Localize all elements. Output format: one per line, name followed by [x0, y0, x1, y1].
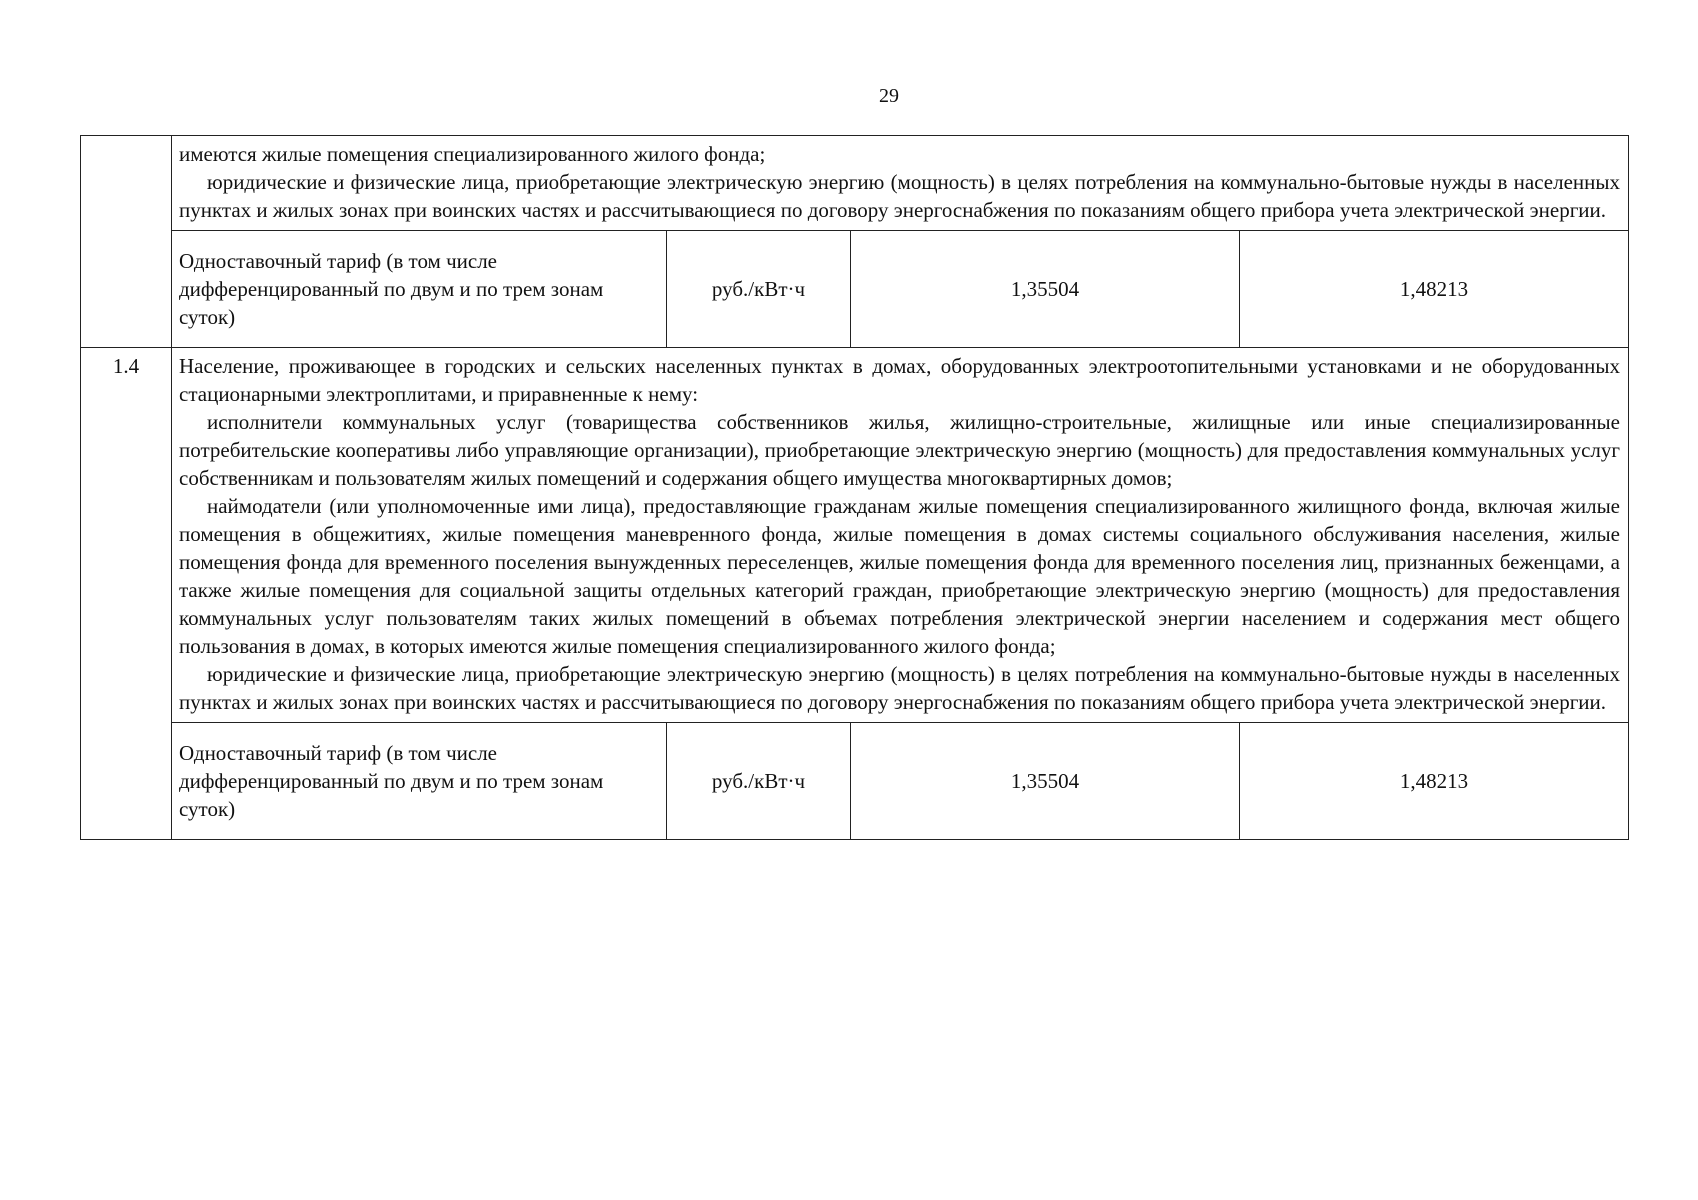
tariff-row: [81, 723, 1629, 840]
section-description: [172, 136, 1629, 231]
description-paragraph: Население, проживающее в городских и сельских населенных пунктах в домах, оборудованных электроотопительными установками и не оборудованных стационарными электроплитами, и приравненные к нему:: [179, 354, 1620, 406]
section-row: [81, 136, 1629, 231]
tariff-unit: руб./кВт·ч: [667, 231, 851, 348]
tariff-name: Одноставочный тариф (в том числе дифференцированный по двум и по трем зонам суток): [172, 723, 667, 840]
section-row: [81, 348, 1629, 723]
description-paragraph: юридические и физические лица, приобретающие электрическую энергию (мощность) в целях потребления на коммунально-бытовые нужды в населенных пунктах и жилых зонах при воинских частях и рассчитывающиеся по договору энергоснабжения по показаниям общего прибора учета электрической энергии.: [179, 662, 1620, 714]
tariff-table: [80, 135, 1629, 840]
tariff-value-second-half: 1,48213: [1240, 723, 1629, 840]
tariff-value-first-half: 1,35504: [851, 231, 1240, 348]
description-paragraph: юридические и физические лица, приобретающие электрическую энергию (мощность) в целях потребления на коммунально-бытовые нужды в населенных пунктах и жилых зонах при воинских частях и рассчитывающиеся по договору энергоснабжения по показаниям общего прибора учета электрической энергии.: [179, 170, 1620, 222]
section-number: 1.4: [81, 348, 172, 840]
section-description: [172, 348, 1629, 723]
description-paragraph: наймодатели (или уполномоченные ими лица), предоставляющие гражданам жилые помещения специализированного жилищного фонда, включая жилые помещения в общежитиях, жилые помещения маневренного фонда, жилые помещения в домах системы социального обслуживания населения, жилые помещения фонда для временного поселения вынужденных переселенцев, жилые помещения фонда для временного поселения лиц, признанных беженцами, а также жилые помещения для социальной защиты отдельных категорий граждан, приобретающие электрическую энергию (мощность) для предоставления коммунальных услуг пользователям таких жилых помещений в объемах потребления электрической энергии населением и содержания мест общего пользования в домах, в которых имеются жилые помещения специализированного жилого фонда;: [179, 494, 1620, 658]
tariff-unit: руб./кВт·ч: [667, 723, 851, 840]
description-paragraph: имеются жилые помещения специализированного жилого фонда;: [179, 142, 766, 166]
tariff-name: Одноставочный тариф (в том числе дифференцированный по двум и по трем зонам суток): [172, 231, 667, 348]
section-number: [81, 136, 172, 348]
page-number: 29: [879, 85, 899, 107]
tariff-value-second-half: 1,48213: [1240, 231, 1629, 348]
tariff-value-first-half: 1,35504: [851, 723, 1240, 840]
tariff-row: [81, 231, 1629, 348]
description-paragraph: исполнители коммунальных услуг (товарищества собственников жилья, жилищно-строительные, жилищные или иные специализированные потребительские кооперативы либо управляющие организации), приобретающие электрическую энергию (мощность) для предоставления коммунальных услуг собственникам и пользователям жилых помещений и содержания общего имущества многоквартирных домов;: [179, 410, 1620, 490]
